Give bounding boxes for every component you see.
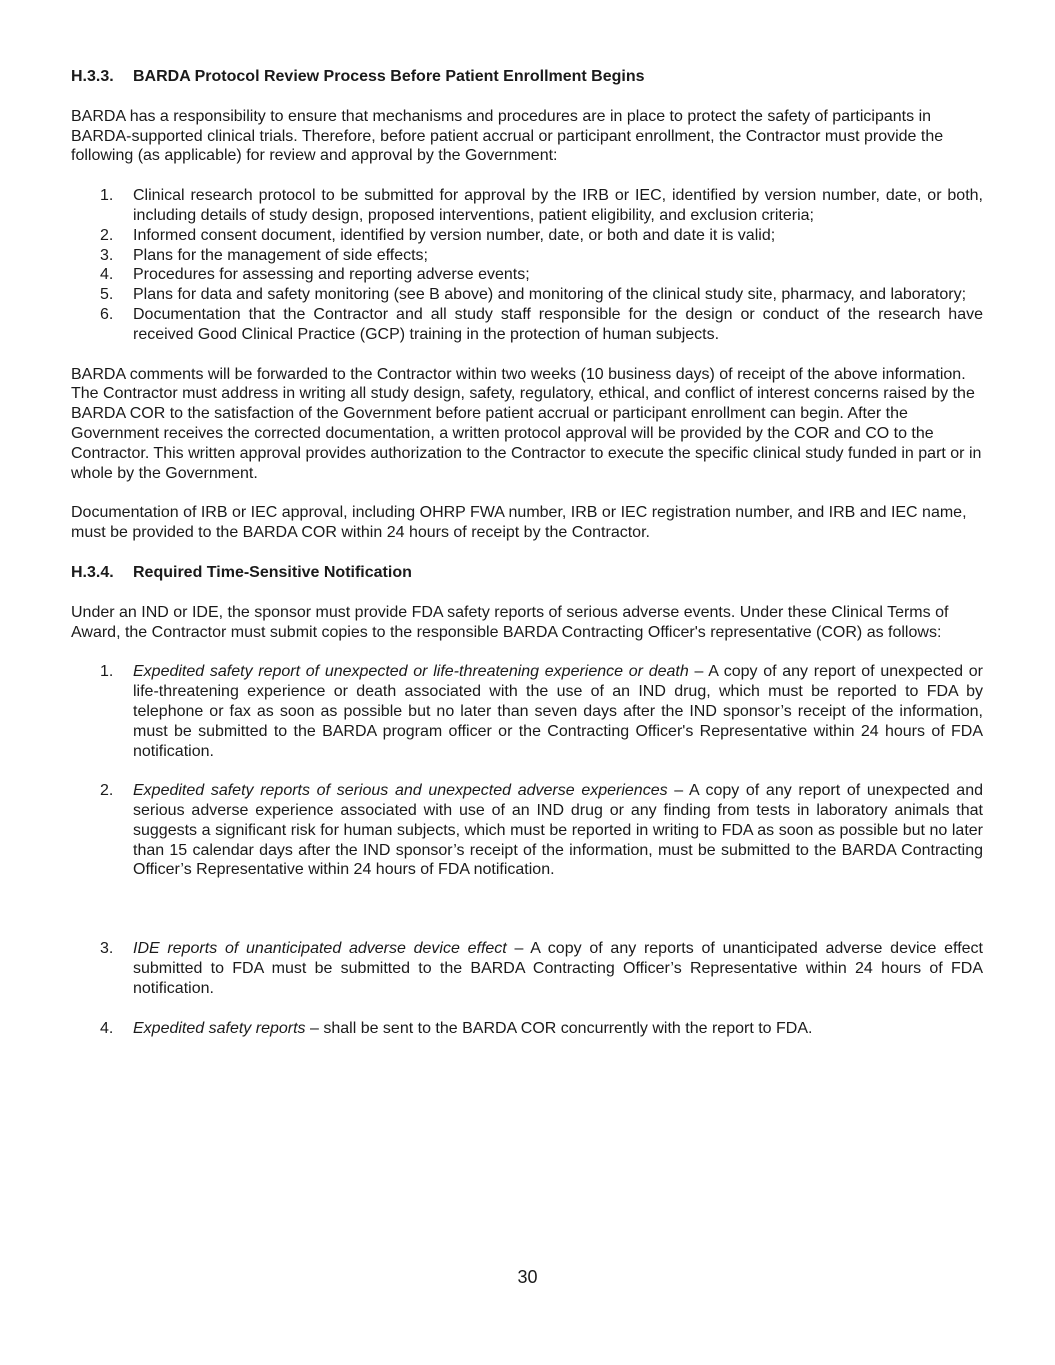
item-title: Expedited safety report of unexpected or life-threatening experience or death <box>133 663 689 681</box>
section-number: H.3.3. <box>71 68 114 85</box>
list-item: 5. Plans for data and safety monitoring (see B above) and monitoring of the clinical study site, pharmacy, and laboratory; <box>100 286 967 304</box>
list-item: 3. Plans for the management of side effects; <box>100 246 428 264</box>
list-item: 6. Documentation that the Contractor and all study staff responsible for the design or conduct of the research have received Good Clinical Practice (GCP) training in the protection of human subjects. <box>100 305 983 343</box>
section-title: BARDA Protocol Review Process Before Patient Enrollment Begins <box>133 68 645 85</box>
list-item: 2. Informed consent document, identified by version number, date, or both and date it is valid; <box>100 226 776 244</box>
intro-paragraph: BARDA has a responsibility to ensure that mechanisms and procedures are in place to protect the safety of participants in BARDA-supported clinical trials. Therefore, before patient accrual or participant enrollment, the Contractor must provide the following (as applicable) for review and approval by the Government: <box>71 107 944 165</box>
list-item: 4. Expedited safety reports – shall be sent to the BARDA COR concurrently with the report to FDA. <box>100 1019 813 1037</box>
page-number: 30 <box>517 1267 538 1287</box>
requirements-list <box>71 186 983 344</box>
document-page <box>71 67 983 1038</box>
list-item: 4. Procedures for assessing and reporting adverse events; <box>100 266 530 284</box>
list-item: 1. Clinical research protocol to be submitted for approval by the IRB or IEC, identified by version number, date, or both, including details of study design, proposed interventions, patient eligibility, and exclusion criteria; <box>100 187 983 224</box>
item-title: IDE reports of unanticipated adverse device effect <box>133 940 507 958</box>
notification-list <box>71 662 983 1038</box>
section-title: Required Time-Sensitive Notification <box>133 563 412 581</box>
review-paragraph: BARDA comments will be forwarded to the Contractor within two weeks (10 business days) of receipt of the above information. The Contractor must address in writing all study design, safety, regulatory, ethical, and conflict of interest concerns raised by the BARDA COR to the satisfaction of the Government before patient accrual or participant enrollment can begin. After the Government receives the corrected documentation, a written protocol approval will be provided by the COR and CO to the Contractor. This written approval provides authorization to the Contractor to execute the specific clinical study funded in part or in whole by the Government. <box>71 365 982 482</box>
section-heading-h33 <box>71 67 983 87</box>
list-item: 3. IDE reports of unanticipated adverse device effect – A copy of any reports of unanticipated adverse device effect submitted to FDA must be submitted to the BARDA Contracting Officer’s Representative within 24 hours of FDA notification. <box>100 940 984 998</box>
item-title: Expedited safety reports <box>133 1019 306 1037</box>
item-title: Expedited safety reports of serious and unexpected adverse experiences <box>133 782 668 800</box>
list-item: 2. Expedited safety reports of serious and unexpected adverse experiences – A copy of any report of unexpected and serious adverse experience associated with use of an IND drug or any finding from tests in laboratory animals that suggests a significant risk for human subjects, which must be reported in writing to FDA as soon as possible but no later than 15 calendar days after the IND sponsor’s receipt of the information, must be submitted to the BARDA Contracting Officer’s Representative within 24 hours of FDA notification. <box>100 782 983 879</box>
section-heading-h34 <box>71 563 983 583</box>
list-item: 1. Expedited safety report of unexpected or life-threatening experience or death – A copy of any report of unexpected or life-threatening experience or death associated with the use of an IND drug, which must be reported to FDA by telephone or fax as soon as possible but no later than seven days after the IND sponsor’s receipt of the information, must be submitted to the BARDA program officer or the Contracting Officer's Representative within 24 hours of FDA notification. <box>100 663 984 760</box>
section-number: H.3.4. <box>71 563 114 581</box>
notification-intro-paragraph: Under an IND or IDE, the sponsor must provide FDA safety reports of serious adverse events. Under these Clinical Terms of Award, the Contractor must submit copies to the responsible BARDA Contracting Officer's representative (COR) as follows: <box>71 603 949 641</box>
irb-paragraph: Documentation of IRB or IEC approval, including OHRP FWA number, IRB or IEC registration number, and IRB and IEC name, must be provided to the BARDA COR within 24 hours of receipt by the Contractor. <box>71 504 967 542</box>
